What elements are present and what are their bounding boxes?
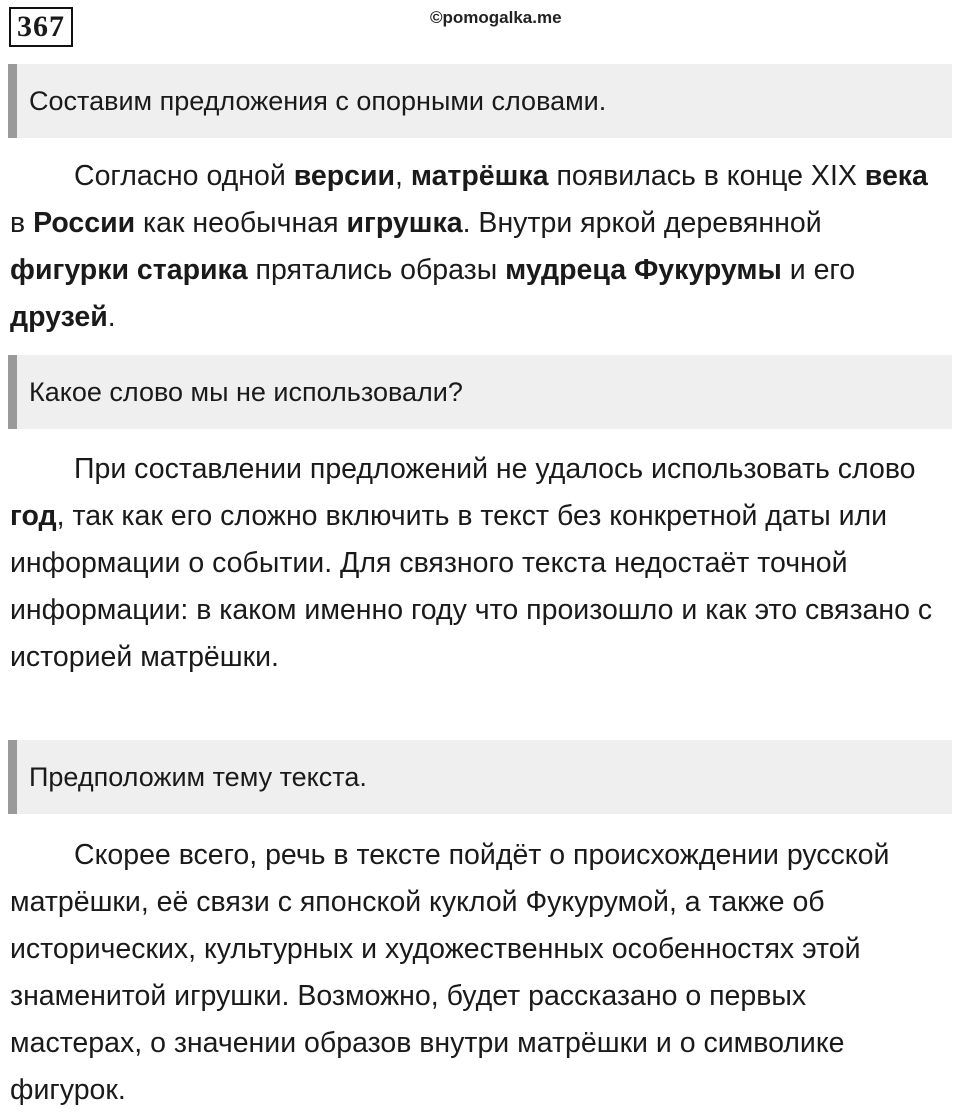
keyword: игрушка xyxy=(346,207,463,239)
answer-paragraph-1 xyxy=(10,153,945,341)
text-run: , так как его сложно включить в текст без конкретной даты или информации о событии. Для связного текста недостаёт точной информации: в каком именно году что произошло и как это связано с историей матрёшки. xyxy=(10,500,933,673)
text-run: и его xyxy=(781,254,856,286)
prompt-text-topic: Предположим тему текста. xyxy=(8,740,952,814)
keyword: века xyxy=(864,160,928,192)
keyword: мудреца Фукурумы xyxy=(505,254,782,286)
page-header xyxy=(0,0,960,52)
prompt-unused-word: Какое слово мы не использовали? xyxy=(8,355,952,429)
text-run: При составлении предложений не удалось использовать слово xyxy=(74,453,916,485)
keyword: год xyxy=(10,500,57,532)
watermark: ©pomogalka.me xyxy=(430,8,562,27)
text-run: как необычная xyxy=(135,207,347,239)
answer-paragraph-3 xyxy=(10,832,945,1114)
keyword: друзей xyxy=(10,301,108,333)
text-run: . xyxy=(107,301,116,333)
text-run: появилась в конце XIX xyxy=(548,160,865,192)
keyword: России xyxy=(33,207,136,239)
task-number: 367 xyxy=(9,7,73,47)
text-run: прятались образы xyxy=(247,254,506,286)
answer-paragraph-2 xyxy=(10,446,945,681)
keyword: фигурки старика xyxy=(10,254,248,286)
text-run: Согласно одной xyxy=(74,160,294,192)
text-run: Скорее всего, речь в тексте пойдёт о происхождении русской матрёшки, её связи с японской куклой Фукурумой, а также об исторических, культурных и художественных особенностях этой знаменитой игрушки. Возможно, будет рассказано о первых мастерах, о значении образов внутри матрёшки и о символике фигурок. xyxy=(10,839,890,1106)
text-run: . Внутри яркой деревянной xyxy=(462,207,822,239)
prompt-compose-sentences: Составим предложения с опорными словами. xyxy=(8,64,952,138)
text-run: в xyxy=(10,207,34,239)
text-run: , xyxy=(395,160,411,192)
keyword: матрёшка xyxy=(410,160,549,192)
keyword: версии xyxy=(293,160,396,192)
